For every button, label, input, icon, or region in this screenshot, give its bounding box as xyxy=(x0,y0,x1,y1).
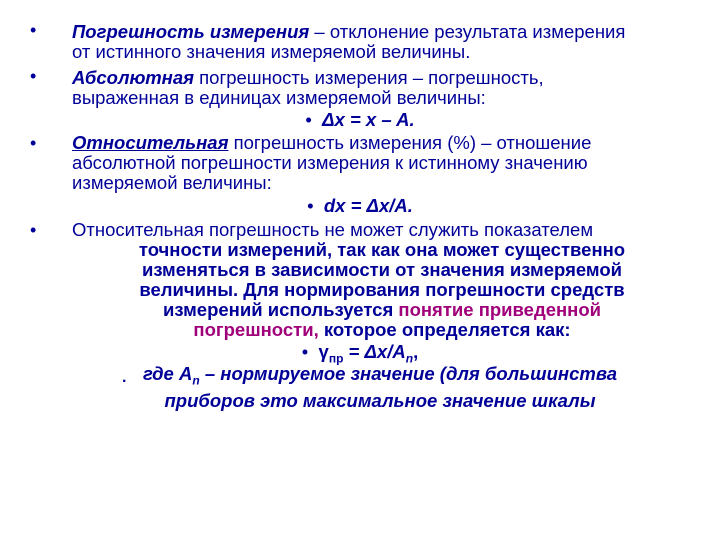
term-relative: Относительная xyxy=(72,132,229,153)
formula-reduced-end: , xyxy=(413,341,419,362)
formula-relative-text: dx = Δx/A. xyxy=(323,195,413,216)
formula-bullet-3: • xyxy=(301,341,309,362)
formula-absolute-text: Δx = x – A. xyxy=(322,109,415,130)
p4-line3: изменяться в зависимости от значения измеряемой xyxy=(141,259,623,280)
note-dot: . xyxy=(122,369,127,386)
paragraph-reduced-error-body xyxy=(72,240,692,340)
p3-line2: абсолютной погрешности измерения к истинному значению xyxy=(72,152,588,173)
formula-bullet-1: • xyxy=(305,109,312,130)
p3-rest: погрешность измерения (%) – отношение xyxy=(228,132,592,153)
note-paragraph xyxy=(60,364,700,411)
formula-bullet-2: • xyxy=(307,195,314,216)
bullet-3: • xyxy=(30,133,37,153)
p1-line2: от истинного значения измеряемой величины. xyxy=(72,41,471,62)
paragraph-relative-error xyxy=(72,133,692,193)
paragraph-absolute-error xyxy=(72,68,692,108)
p4-line6b: которое определяется как: xyxy=(318,319,571,340)
formula-reduced-sub: n xyxy=(405,351,414,366)
formula-relative xyxy=(0,196,720,216)
p4-line2: точности измерений, так как она может существенно xyxy=(138,239,626,260)
note-line2: приборов это максимальное значение шкалы xyxy=(164,389,596,411)
bullet-2: • xyxy=(30,66,37,86)
gamma-subscript: пр xyxy=(328,351,344,366)
formula-reduced-mid: = Δx/A xyxy=(343,341,406,362)
term-measurement-error: Погрешность измерения xyxy=(72,21,310,42)
p1-rest: – отклонение результата измерения xyxy=(309,21,626,42)
highlight-reduced-concept: понятие приведенной xyxy=(398,299,602,320)
note-line1a: где A xyxy=(142,363,193,384)
note-line1b: – нормируемое значение (для большинства xyxy=(199,363,618,384)
p2-line2: выраженная в единицах измеряемой величины: xyxy=(72,87,486,108)
bullet-4: • xyxy=(30,220,37,240)
term-absolute: Абсолютная xyxy=(72,67,195,88)
paragraph-reduced-error-intro xyxy=(72,220,692,240)
p3-line3: измеряемой величины: xyxy=(72,172,272,193)
bullet-1: • xyxy=(30,20,37,40)
gamma-symbol: γ xyxy=(318,341,329,362)
formula-absolute xyxy=(0,110,720,130)
p2-rest: погрешность измерения – погрешность, xyxy=(194,67,544,88)
paragraph-measurement-error xyxy=(72,22,692,62)
p4-line1: Относительная погрешность не может служить показателем xyxy=(72,219,594,240)
p4-line4: величины. Для нормирования погрешности средств xyxy=(139,279,625,300)
highlight-error: погрешности, xyxy=(193,319,319,340)
p4-line5a: измерений используется xyxy=(162,299,399,320)
note-sub: n xyxy=(192,373,200,388)
